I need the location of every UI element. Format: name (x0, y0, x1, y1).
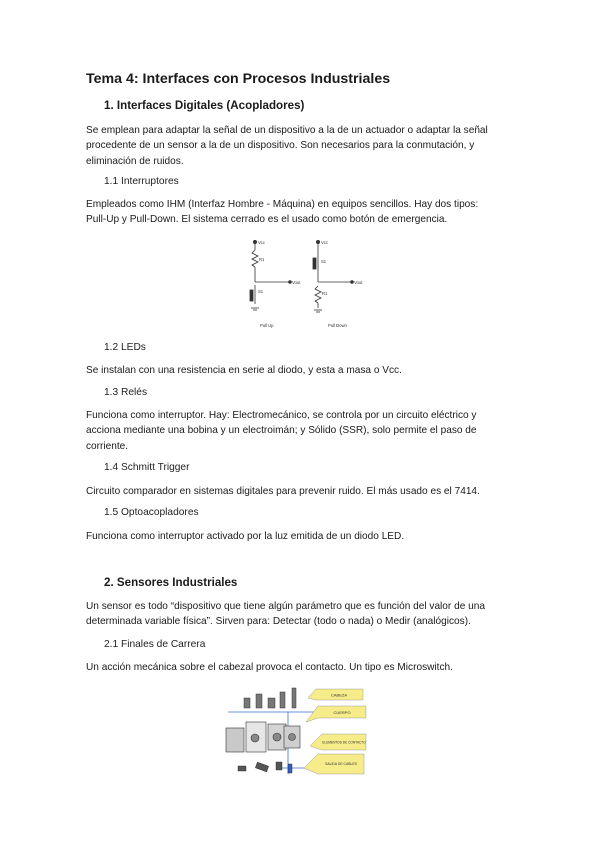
subsection-heading-1-3: 1.3 Relés (104, 387, 148, 398)
subsection-heading-1-1: 1.1 Interruptores (104, 176, 179, 187)
vcc-label: Vcc (258, 240, 265, 245)
limit-switch-figure (218, 684, 368, 780)
text-line: procedente de un sensor a la de un dispositivo. Son necesarios para la conmutación, y (86, 140, 475, 152)
subsection-1-5-text (86, 529, 522, 544)
section-1-intro (86, 123, 522, 169)
subsection-1-4-text (86, 484, 522, 499)
text-line: Empleados como IHM (Interfaz Hombre - Máquina) en equipos sencillos. Hay dos tipos: (86, 199, 479, 210)
r1-label: R1 (259, 257, 265, 262)
subsection-1-2-text (86, 363, 522, 378)
pull-down-caption: Pull Down (328, 323, 347, 328)
section-2-heading: 2. Sensores Industriales (104, 576, 238, 589)
text-line: acciona mediante una bobina y un electroimán; y Sólido (SSR), solo permite el paso de (86, 425, 477, 437)
r1-label: R1 (322, 291, 328, 296)
text-line: Se emplean para adaptar la señal de un dispositivo a la de un actuador o adaptar la señal (86, 125, 488, 136)
elementos-contacto-label: ELEMENTOS DE CONTACTO (322, 740, 366, 745)
pull-up-pull-down-circuit-figure (236, 236, 370, 332)
subsection-heading-2-1: 2.1 Finales de Carrera (104, 639, 206, 650)
vout-label: Vout (292, 280, 301, 285)
subsection-heading-1-4: 1.4 Schmitt Trigger (104, 462, 190, 473)
page-title: Tema 4: Interfaces con Procesos Industriales (86, 71, 391, 87)
cuerpo-label: CUERPO (333, 710, 351, 715)
text-line: Un acción mecánica sobre el cabezal provoca el contacto. Un tipo es Microswitch. (86, 662, 453, 673)
vout-label: Vout (354, 280, 363, 285)
text-line: Circuito comparador en sistemas digitales para prevenir ruido. El más usado es el 7414. (86, 486, 480, 497)
s1-label: S1 (321, 259, 327, 264)
text-line: Funciona como interruptor activado por la luz emitida de un diodo LED. (86, 531, 405, 542)
vcc-label: Vcc (321, 240, 328, 245)
text-line: Funciona como interruptor. Hay: Electromecánico, se controla por un circuito eléctrico y (86, 410, 477, 421)
subsection-heading-1-2: 1.2 LEDs (104, 342, 146, 353)
subsection-2-1-text (86, 660, 522, 675)
s1-label: S1 (258, 289, 264, 294)
text-line: Pull-Up y Pull-Down. El sistema cerrado es el usado como botón de emergencia. (86, 214, 448, 226)
subsection-heading-1-5: 1.5 Optoacopladores (104, 507, 199, 518)
pull-up-caption: Pull Up (260, 323, 274, 328)
text-line: determinada variable física”. Sirven para: Detectar (todo o nada) o Medir (analógicos). (86, 616, 471, 628)
text-line: Se instalan con una resistencia en serie al diodo, y esta a masa o Vcc. (86, 365, 402, 376)
text-line: eliminación de ruidos. (86, 155, 184, 167)
cabeza-label: CABEZA (330, 692, 348, 698)
subsection-1-3-text (86, 408, 522, 454)
subsection-1-1-text (86, 197, 522, 228)
section-1-heading: 1. Interfaces Digitales (Acopladores) (104, 99, 305, 112)
text-line: Un sensor es todo “dispositivo que tiene algún parámetro que es función del valor de una (86, 601, 485, 612)
text-line: corriente. (86, 440, 129, 452)
section-2-intro (86, 599, 522, 630)
salida-cables-label: SALIDA DE CABLES (325, 762, 357, 766)
